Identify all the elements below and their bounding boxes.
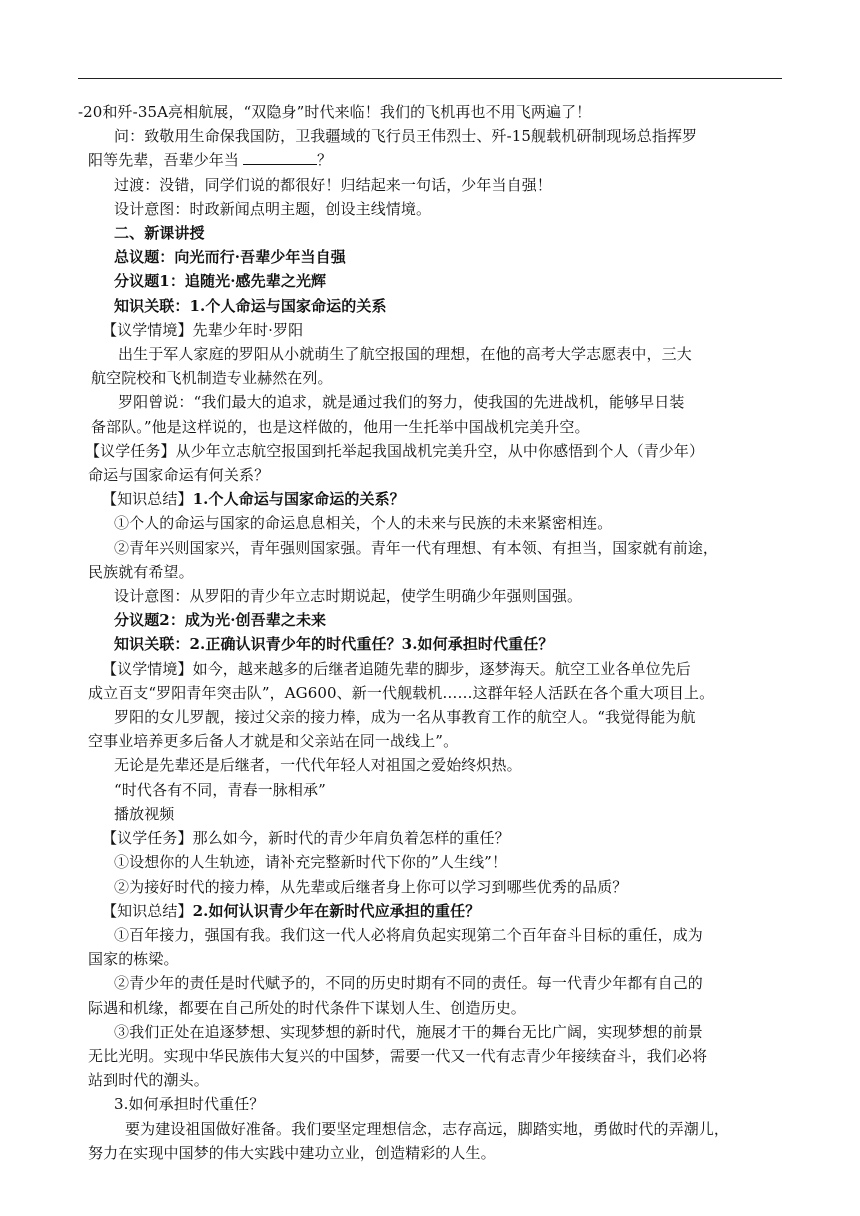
paragraph-line: 际遇和机缘，都要在自己所处的时代条件下谋划人生、创造历史。	[88, 998, 526, 1017]
section-heading: 二、新课讲授	[114, 224, 205, 243]
design-intent: 设计意图：从罗阳的青少年立志时期说起，使学生明确少年强则国强。	[114, 587, 583, 606]
paragraph-line: ①百年接力，强国有我。我们这一代人必将肩负起实现第二个百年奋斗目标的重任，成为	[114, 925, 703, 944]
header-rule	[78, 78, 782, 79]
document-body	[78, 100, 782, 1165]
paragraph-line: 站到时代的潮头。	[88, 1071, 209, 1090]
paragraph-line: 【议学任务】从少年立志航空报国到托举起我国战机完美升空，从中你感悟到个人（青少年）	[85, 441, 705, 460]
paragraph-line: 【议学任务】那么如今，新时代的青少年肩负着怎样的重任？	[102, 829, 510, 848]
paragraph-line: 过渡：没错，同学们说的都很好！归结起来一句话，少年当自强！	[114, 175, 552, 194]
paragraph-line: 【议学情境】先辈少年时·罗阳	[102, 320, 304, 339]
paragraph-line: -20和歼-35A亮相航展，“双隐身”时代来临！我们的飞机再也不用飞两遍了！	[78, 103, 592, 121]
summary-heading: 2.如何认识青少年在新时代应承担的重任？	[192, 901, 481, 920]
paragraph-line: 无比光明。实现中华民族伟大复兴的中国梦，需要一代又一代有志青少年接续奋斗，我们必将	[88, 1046, 708, 1065]
paragraph-line: 要为建设祖国做好准备。我们要坚定理想信念，志存高远，脚踏实地，勇做时代的弄潮儿，	[125, 1119, 730, 1138]
paragraph-line: 罗阳曾说：“我们最大的追求，就是通过我们的努力，使我国的先进战机，能够早日装	[118, 393, 685, 412]
paragraph-line: 民族就有希望。	[88, 562, 194, 581]
sub-topic-2: 分议题2：成为光·创吾辈之未来	[114, 611, 327, 630]
paragraph-line: ③我们正处在追逐梦想、实现梦想的新时代，施展才干的舞台无比广阔，实现梦想的前景	[114, 1022, 703, 1041]
paragraph-line: ②青少年的责任是时代赋予的，不同的历史时期有不同的责任。每一代青少年都有自己的	[114, 974, 703, 993]
paragraph-line: ①设想你的人生轨迹，请补充完整新时代下你的”人生线”！	[114, 853, 508, 872]
paragraph-line: ②青年兴则国家兴，青年强则国家强。青年一代有理想、有本领、有担当，国家就有前途，	[114, 538, 719, 557]
design-intent: 设计意图：时政新闻点明主题，创设主线情境。	[114, 199, 432, 218]
line-text: 阳等先辈，吾辈少年当	[88, 151, 240, 170]
knowledge-link: 知识关联：2.正确认识青少年的时代重任？3.如何承担时代重任？	[114, 635, 554, 654]
line-text: 【知识总结】	[102, 901, 193, 920]
knowledge-link: 知识关联：1.个人命运与国家命运的关系	[114, 296, 387, 315]
paragraph-line: 命运与国家命运有何关系？	[88, 466, 270, 485]
paragraph-line: 无论是先辈还是后继者，一代代年轻人对祖国之爱始终炽热。	[114, 756, 522, 775]
sub-topic-1: 分议题1：追随光·感先辈之光辉	[114, 272, 327, 291]
paragraph-line: 播放视频	[114, 804, 175, 823]
answer-blank	[243, 150, 317, 165]
paragraph-line: 出生于军人家庭的罗阳从小就萌生了航空报国的理想，在他的高考大学志愿表中，三大	[118, 345, 692, 364]
main-topic: 总议题：向光而行·吾辈少年当自强	[114, 248, 346, 267]
paragraph-line: ②为接好时代的接力棒，从先辈或后继者身上你可以学习到哪些优秀的品质？	[114, 877, 628, 896]
paragraph-line: ①个人的命运与国家的命运息息相关，个人的未来与民族的未来紧密相连。	[114, 514, 613, 533]
paragraph-line: 成立百支“罗阳青年突击队”，AG600、新一代舰载机……这群年轻人活跃在各个重大项目上。	[88, 683, 715, 702]
paragraph-line: 备部队。”他是这样说的，也是这样做的，他用一生托举中国战机完美升空。	[91, 417, 590, 436]
paragraph-line: 努力在实现中国梦的伟大实践中建功立业，创造精彩的人生。	[88, 1143, 496, 1162]
quote-line: “时代各有不同，青春一脉相承”	[114, 780, 326, 799]
subheading: 3.如何承担时代重任？	[114, 1095, 265, 1114]
line-text: 【知识总结】	[102, 490, 193, 509]
paragraph-line	[88, 899, 782, 923]
paragraph-line: 【议学情境】如今，越来越多的后继者追随先辈的脚步，逐梦海天。航空工业各单位先后	[102, 659, 691, 678]
paragraph-line: 航空院校和飞机制造专业赫然在列。	[91, 369, 333, 388]
paragraph-line: 国家的栋梁。	[88, 950, 179, 969]
paragraph-line	[88, 487, 782, 511]
paragraph-line: 空事业培养更多后备人才就是和父亲站在同一战线上”。	[88, 732, 459, 751]
paragraph-line: 问：致敬用生命保我国防，卫我疆域的飞行员王伟烈士、歼-15舰载机研制现场总指挥罗	[114, 127, 698, 146]
paragraph-line: 罗阳的女儿罗靓，接过父亲的接力棒，成为一名从事教育工作的航空人。“我觉得能为航	[114, 708, 696, 727]
summary-heading: 1.个人命运与国家命运的关系？	[192, 490, 405, 509]
line-text: ？	[317, 151, 333, 170]
paragraph-line	[88, 148, 782, 172]
